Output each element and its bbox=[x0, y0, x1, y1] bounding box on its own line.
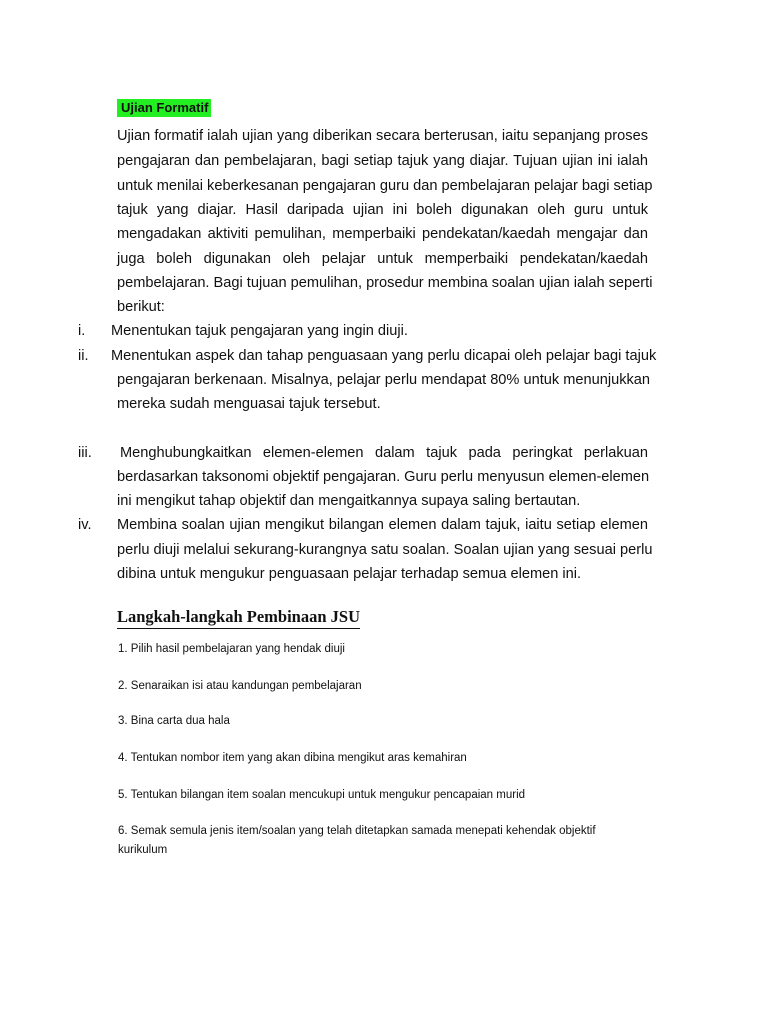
paragraph-line: tajuk yang diajar. Hasil daripada ujian ini boleh digunakan oleh guru untuk bbox=[117, 202, 648, 218]
section-heading-ujian-formatif: Ujian Formatif bbox=[117, 99, 211, 117]
list-item-line: Menentukan tajuk pengajaran yang ingin diuji. bbox=[111, 323, 408, 339]
list-item-line: Menghubungkaitkan elemen-elemen dalam tajuk pada peringkat perlakuan bbox=[120, 445, 648, 461]
paragraph-line: pengajaran dan pembelajaran, bagi setiap tajuk yang diajar. Tujuan ujian ini ialah bbox=[117, 153, 648, 169]
paragraph-line: untuk menilai keberkesanan pengajaran guru dan pembelajaran pelajar bagi setiap bbox=[117, 178, 653, 194]
section-title-pembinaan-jsu: Langkah-langkah Pembinaan JSU bbox=[117, 606, 360, 629]
step-item: 2. Senaraikan isi atau kandungan pembelajaran bbox=[118, 680, 362, 692]
step-item: 5. Tentukan bilangan item soalan mencukupi untuk mengukur pencapaian murid bbox=[118, 789, 526, 801]
step-item: 3. Bina carta dua hala bbox=[118, 715, 230, 727]
paragraph-line: Ujian formatif ialah ujian yang diberikan secara berterusan, iaitu sepanjang proses bbox=[117, 128, 648, 144]
list-item-line: dibina untuk mengukur penguasaan pelajar terhadap semua elemen ini. bbox=[117, 566, 582, 582]
list-item-line: pengajaran berkenaan. Misalnya, pelajar perlu mendapat 80% untuk menunjukkan bbox=[117, 372, 651, 388]
list-numeral: ii. bbox=[78, 348, 89, 364]
paragraph-line: mengadakan aktiviti pemulihan, memperbaiki pendekatan/kaedah mengajar dan bbox=[117, 226, 648, 242]
paragraph-line: berikut: bbox=[117, 299, 165, 315]
step-item-continuation: kurikulum bbox=[118, 844, 168, 856]
list-numeral: i. bbox=[78, 323, 86, 339]
list-numeral: iii. bbox=[78, 445, 92, 461]
list-item-line: perlu diuji melalui sekurang-kurangnya satu soalan. Soalan ujian yang sesuai perlu bbox=[117, 542, 653, 558]
step-item: 6. Semak semula jenis item/soalan yang telah ditetapkan samada menepati kehendak objektif bbox=[118, 825, 596, 837]
paragraph-line: pembelajaran. Bagi tujuan pemulihan, prosedur membina soalan ujian ialah seperti bbox=[117, 275, 653, 291]
step-item: 4. Tentukan nombor item yang akan dibina mengikut aras kemahiran bbox=[118, 752, 467, 764]
list-item-line: ini mengikut tahap objektif dan mengaitkannya supaya saling bertautan. bbox=[117, 493, 581, 509]
list-item-line: Membina soalan ujian mengikut bilangan elemen dalam tajuk, iaitu setiap elemen bbox=[117, 517, 648, 533]
list-item-line: berdasarkan taksonomi objektif pengajaran. Guru perlu menyusun elemen-elemen bbox=[117, 469, 650, 485]
list-item-line: mereka sudah menguasai tajuk tersebut. bbox=[117, 396, 381, 412]
list-item-line: Menentukan aspek dan tahap penguasaan yang perlu dicapai oleh pelajar bagi tajuk bbox=[111, 348, 657, 364]
paragraph-line: juga boleh digunakan oleh pelajar untuk memperbaiki pendekatan/kaedah bbox=[117, 251, 648, 267]
step-item: 1. Pilih hasil pembelajaran yang hendak diuji bbox=[118, 643, 345, 655]
list-numeral: iv. bbox=[78, 517, 92, 533]
